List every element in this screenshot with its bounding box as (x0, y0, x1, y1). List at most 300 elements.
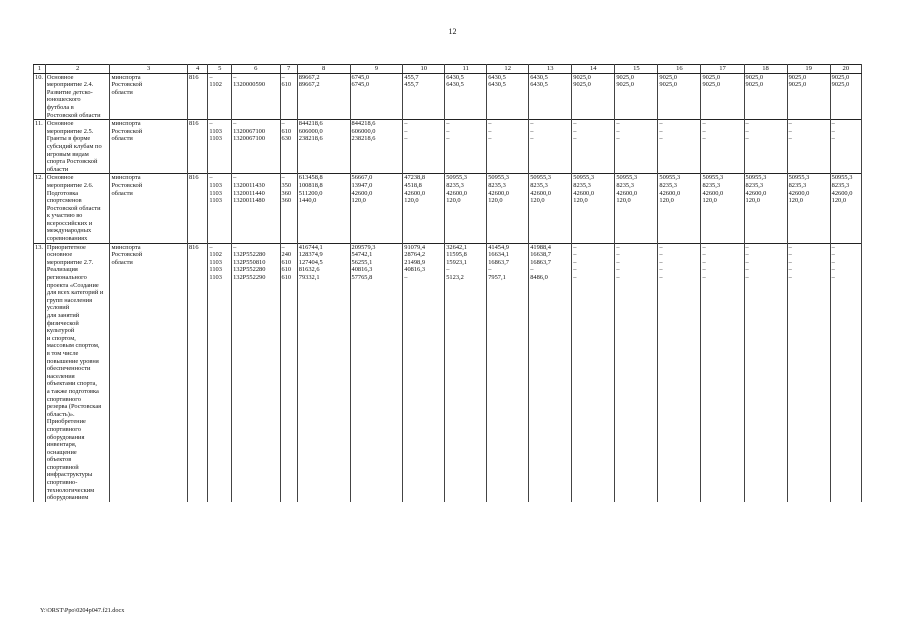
measure-name-line: условий (46, 304, 70, 312)
value: – (788, 243, 792, 251)
column-number-row (34, 65, 862, 74)
value: – (702, 251, 706, 259)
value: 1103 (209, 181, 222, 189)
column-number: 13 (529, 65, 572, 74)
value: 209579,3 (351, 243, 376, 251)
value: 50955,3 (788, 174, 810, 182)
executor-line: минспорта (111, 120, 141, 128)
measure-name-line: основное (46, 251, 73, 259)
value: – (404, 127, 408, 135)
value: 1102 (209, 81, 222, 89)
value: 5123,2 (446, 274, 464, 282)
value: 81632,6 (298, 266, 320, 274)
value: 16863,7 (530, 258, 551, 266)
value: 1103 (209, 135, 222, 143)
value-cell (572, 120, 615, 174)
value-cell (615, 120, 658, 174)
value: 1103 (209, 274, 222, 282)
measure-name-line: соревнованиях (46, 235, 88, 243)
measure-name-line: мероприятие 2.5. (46, 127, 94, 135)
measure-name-line: объектами спорта, (46, 380, 97, 388)
value: 1103 (209, 197, 222, 205)
row-number-text: 13. (35, 243, 43, 251)
value: 16634,1 (488, 251, 509, 259)
value: 1320011430 (233, 181, 265, 189)
row-number (34, 243, 46, 502)
value: 120,0 (530, 197, 545, 205)
measure-name-line: Основное (46, 174, 74, 182)
value: – (702, 266, 706, 274)
value: – (788, 135, 792, 143)
value: 50955,3 (488, 174, 509, 182)
value: 9025,0 (788, 81, 807, 89)
value: 42600,0 (573, 189, 595, 197)
value: – (446, 120, 450, 128)
value: – (233, 120, 237, 128)
value: – (616, 120, 620, 128)
value: 11595,8 (446, 251, 467, 259)
value: 42600,0 (702, 189, 724, 197)
column-number: 19 (787, 65, 830, 74)
value: 455,7 (404, 73, 419, 81)
value-cell (787, 120, 830, 174)
value: 1103 (209, 127, 222, 135)
value: 9025,0 (745, 81, 764, 89)
value: – (745, 251, 749, 259)
value: – (831, 120, 835, 128)
value-cell (787, 243, 830, 502)
column-number: 17 (701, 65, 744, 74)
value: 132P552280 (233, 251, 266, 259)
value: 6745,0 (351, 81, 370, 89)
value: – (446, 266, 450, 274)
value: 42600,0 (831, 189, 853, 197)
grbs-code (187, 73, 207, 120)
value-cell (280, 243, 297, 502)
measure-name-line: и спортом, (46, 334, 76, 342)
value: – (488, 266, 492, 274)
measure-name-line: юношеского (46, 96, 81, 104)
grbs-code (187, 120, 207, 174)
value: 6430,5 (446, 81, 464, 89)
value: 89667,2 (298, 81, 320, 89)
table-row (34, 243, 862, 502)
value: 91079,4 (404, 243, 426, 251)
value: – (573, 135, 577, 143)
value: 50955,3 (530, 174, 551, 182)
value: 1102 (209, 251, 222, 259)
value: – (702, 258, 706, 266)
value: 4518,8 (404, 181, 422, 189)
value: – (831, 274, 835, 282)
row-number (34, 120, 46, 174)
value: – (659, 274, 663, 282)
value: 9025,0 (659, 73, 677, 81)
value: 42600,0 (404, 189, 426, 197)
value-cell (232, 120, 280, 174)
value: 50955,3 (745, 174, 767, 182)
measure-name-line: физической (46, 319, 79, 327)
value: 1320000590 (233, 81, 266, 89)
value: 511200,0 (298, 189, 323, 197)
measure-name-line: населения (46, 372, 75, 380)
value: – (659, 251, 663, 259)
value: 238218,6 (298, 135, 323, 143)
value: 13947,0 (351, 181, 373, 189)
value: 1103 (209, 266, 222, 274)
measure-name-line: спортивного (46, 395, 81, 403)
measure-name-line: для всех категорий и (46, 289, 104, 297)
value: 42600,0 (616, 189, 638, 197)
executor-line: Ростовской (111, 81, 143, 89)
measure-name-line: международных (46, 227, 92, 235)
value: – (446, 135, 450, 143)
value-cell (615, 243, 658, 502)
column-number: 10 (403, 65, 445, 74)
value-cell (208, 174, 232, 243)
value: 8235,3 (831, 181, 850, 189)
value-cell (297, 243, 350, 502)
value: – (702, 243, 706, 251)
row-number-text: 12. (35, 174, 43, 182)
value: 455,7 (404, 81, 419, 89)
value: 6430,5 (488, 73, 506, 81)
executor (110, 243, 188, 502)
value-cell (615, 174, 658, 243)
measure-name-line: область)». (46, 410, 75, 418)
value: 120,0 (573, 197, 588, 205)
value: 89667,2 (298, 73, 320, 81)
value: – (788, 120, 792, 128)
value-cell (350, 243, 403, 502)
grbs-code-text: 816 (188, 243, 199, 251)
value-cell (297, 120, 350, 174)
value: – (233, 243, 237, 251)
value: 16638,7 (530, 251, 551, 259)
column-number: 2 (45, 65, 110, 74)
value: 1320067100 (233, 135, 266, 143)
value: – (831, 258, 835, 266)
value: – (745, 135, 749, 143)
value: 40816,3 (404, 266, 426, 274)
value: 6430,5 (446, 73, 464, 81)
value-cell (787, 73, 830, 120)
value: 132P550810 (233, 258, 266, 266)
value: – (659, 266, 663, 274)
value: – (281, 174, 285, 182)
executor-line: области (111, 258, 133, 266)
value-cell (487, 120, 529, 174)
measure-name-line: Ростовской области (46, 111, 101, 119)
value: 16863,7 (488, 258, 509, 266)
value: 1103 (209, 258, 222, 266)
value: – (745, 120, 749, 128)
value: 50955,3 (831, 174, 853, 182)
value: – (831, 266, 835, 274)
value: – (488, 135, 492, 143)
value: 120,0 (616, 197, 631, 205)
value: 56667,0 (351, 174, 373, 182)
value: – (209, 243, 213, 251)
measure-name-line: субсидий клубам по (46, 142, 102, 150)
value: 6430,5 (488, 81, 506, 89)
value: – (488, 120, 492, 128)
value-cell (232, 73, 280, 120)
measure-name-line: регионального (46, 274, 87, 282)
value: – (488, 127, 492, 135)
value: 6430,5 (530, 81, 548, 89)
value-cell (403, 174, 445, 243)
value-cell (658, 243, 701, 502)
measure-name-line: Основное (46, 120, 74, 128)
executor-line: минспорта (111, 174, 141, 182)
value-cell (529, 73, 572, 120)
executor-line: области (111, 135, 133, 143)
value: – (530, 266, 534, 274)
value: 40816,3 (351, 266, 373, 274)
value: 8235,3 (488, 181, 506, 189)
value: – (209, 120, 213, 128)
value: 120,0 (446, 197, 461, 205)
measure-name-line: резерва (Ростовская (46, 403, 102, 411)
value: – (702, 127, 706, 135)
value: – (281, 243, 285, 251)
value-cell (487, 243, 529, 502)
value: 128374,9 (298, 251, 323, 259)
value: – (616, 243, 620, 251)
measure-name-line: спортивной (46, 463, 79, 471)
value: 15923,1 (446, 258, 468, 266)
value: 238218,6 (351, 135, 376, 143)
value: 610 (281, 258, 292, 266)
measure-name-line: групп населения (46, 296, 93, 304)
measure-name-line: Развитие детско- (46, 88, 93, 96)
value: 350 (281, 181, 292, 189)
value: 610 (281, 266, 292, 274)
value: 42600,0 (659, 189, 681, 197)
value-cell (701, 174, 744, 243)
value: 120,0 (702, 197, 717, 205)
value-cell (403, 73, 445, 120)
value: 6745,0 (351, 73, 370, 81)
value-cell (529, 120, 572, 174)
value: – (745, 258, 749, 266)
measure-name (45, 73, 110, 120)
value-cell (830, 73, 861, 120)
value: – (573, 274, 577, 282)
executor-line: области (111, 189, 133, 197)
value: 9025,0 (573, 73, 591, 81)
value: 1320067100 (233, 127, 266, 135)
measure-name-line: для занятий (46, 312, 80, 319)
value: 120,0 (351, 197, 366, 205)
value: 610 (281, 274, 292, 282)
value: 42600,0 (351, 189, 373, 197)
value: 8486,0 (530, 274, 548, 282)
row-number (34, 174, 46, 243)
measure-name-line: проекта «Создание (46, 281, 99, 289)
value: – (702, 274, 706, 282)
value: – (831, 243, 835, 251)
measure-name-line: игровым видам (46, 150, 89, 158)
executor-line: Ростовской (111, 251, 143, 259)
value: 9025,0 (831, 73, 850, 81)
value-cell (445, 174, 487, 243)
measure-name (45, 120, 110, 174)
value: – (745, 274, 749, 282)
table-row (34, 120, 862, 174)
value: – (616, 127, 620, 135)
column-number: 7 (280, 65, 297, 74)
value: – (573, 266, 577, 274)
value: 120,0 (745, 197, 760, 205)
value-cell (744, 120, 787, 174)
value: 9025,0 (573, 81, 591, 89)
value: 610 (281, 81, 292, 89)
column-number: 14 (572, 65, 615, 74)
value: – (788, 258, 792, 266)
value: 606000,0 (351, 127, 376, 135)
value: 610 (281, 127, 292, 135)
grbs-code (187, 174, 207, 243)
value: 42600,0 (446, 189, 468, 197)
measure-name-line: технологическим (46, 486, 95, 494)
value-cell (208, 120, 232, 174)
column-number: 20 (830, 65, 861, 74)
measure-name-line: объектов (46, 456, 72, 464)
executor-line: области (111, 88, 133, 96)
value-cell (572, 243, 615, 502)
measure-name-line: Приобретение (46, 418, 86, 426)
value-cell (350, 120, 403, 174)
column-number: 4 (187, 65, 207, 74)
column-number: 8 (297, 65, 350, 74)
measure-name-line: в том числе (46, 349, 79, 357)
value-cell (529, 174, 572, 243)
measure-name-line: футбола в (46, 103, 74, 111)
value: 132P552280 (233, 266, 266, 274)
value: 844218,6 (298, 120, 323, 128)
value: 6430,5 (530, 73, 548, 81)
value: 8235,3 (530, 181, 548, 189)
value-cell (744, 174, 787, 243)
value: 9025,0 (788, 73, 807, 81)
value: 100818,8 (298, 181, 323, 189)
value: 50955,3 (659, 174, 681, 182)
value-cell (830, 243, 861, 502)
value: 120,0 (488, 197, 503, 205)
value: – (233, 73, 237, 81)
measure-name-line: Приоритетное (46, 243, 86, 251)
value: 127404,5 (298, 258, 323, 266)
row-number-text: 11. (35, 120, 43, 128)
value: 8235,3 (702, 181, 721, 189)
column-number: 16 (658, 65, 701, 74)
measure-name-line: спортсменов (46, 197, 82, 205)
value: 120,0 (404, 197, 419, 205)
value: – (745, 243, 749, 251)
value: 57765,8 (351, 274, 373, 282)
value: 7957,1 (488, 274, 506, 282)
measure-name-line: инфраструктуры (46, 471, 93, 479)
budget-table (33, 64, 862, 502)
value: – (788, 127, 792, 135)
value: 79332,1 (298, 274, 320, 282)
value: – (573, 258, 577, 266)
grbs-code-text: 816 (188, 120, 199, 128)
value: – (573, 120, 577, 128)
file-path-footer: Y:\ORST\Ppo\0204p047.f21.docx (40, 607, 125, 614)
value-cell (487, 73, 529, 120)
value: – (404, 274, 408, 282)
value: – (233, 174, 237, 182)
value: 8235,3 (745, 181, 764, 189)
value: 21498,9 (404, 258, 426, 266)
table-body (34, 65, 862, 502)
value: 8235,3 (573, 181, 591, 189)
value: – (281, 120, 285, 128)
value: 8235,3 (616, 181, 634, 189)
measure-name-line: к участию во (46, 212, 83, 220)
value: 120,0 (831, 197, 847, 205)
value: 1440,0 (298, 197, 317, 205)
value: – (659, 243, 663, 251)
value: 28764,2 (404, 251, 426, 259)
value: 9025,0 (702, 81, 721, 89)
value-cell (445, 73, 487, 120)
value: – (831, 135, 835, 143)
value: 132P552290 (233, 274, 266, 282)
value: – (659, 135, 663, 143)
value: – (616, 251, 620, 259)
value-cell (280, 174, 297, 243)
measure-name (45, 174, 110, 243)
value: – (702, 135, 706, 143)
executor-line: минспорта (111, 243, 141, 251)
grbs-code-text: 816 (188, 174, 199, 182)
column-number: 1 (34, 65, 46, 74)
measure-name-line: мероприятие 2.7. (46, 258, 94, 266)
value-cell (403, 120, 445, 174)
value: 42600,0 (788, 189, 810, 197)
value: 120,0 (659, 197, 674, 205)
value: – (831, 127, 835, 135)
value: – (209, 73, 213, 81)
value-cell (701, 243, 744, 502)
value-cell (529, 243, 572, 502)
value: 32642,1 (446, 243, 468, 251)
value: – (616, 258, 620, 266)
value-cell (445, 120, 487, 174)
value: 50955,3 (573, 174, 595, 182)
value-cell (830, 120, 861, 174)
measure-name-line: Ростовской области (46, 204, 101, 212)
column-number: 15 (615, 65, 658, 74)
value: – (788, 274, 792, 282)
measure-name-line: Подготовка (46, 189, 79, 197)
value-cell (572, 174, 615, 243)
column-number: 9 (350, 65, 403, 74)
value: – (281, 73, 285, 81)
value: 50955,3 (616, 174, 638, 182)
column-number: 11 (445, 65, 487, 74)
table-row (34, 174, 862, 243)
measure-name (45, 243, 110, 502)
value-cell (744, 243, 787, 502)
value: – (788, 251, 792, 259)
value-cell (350, 73, 403, 120)
measure-name-line: спортивно- (46, 479, 78, 487)
